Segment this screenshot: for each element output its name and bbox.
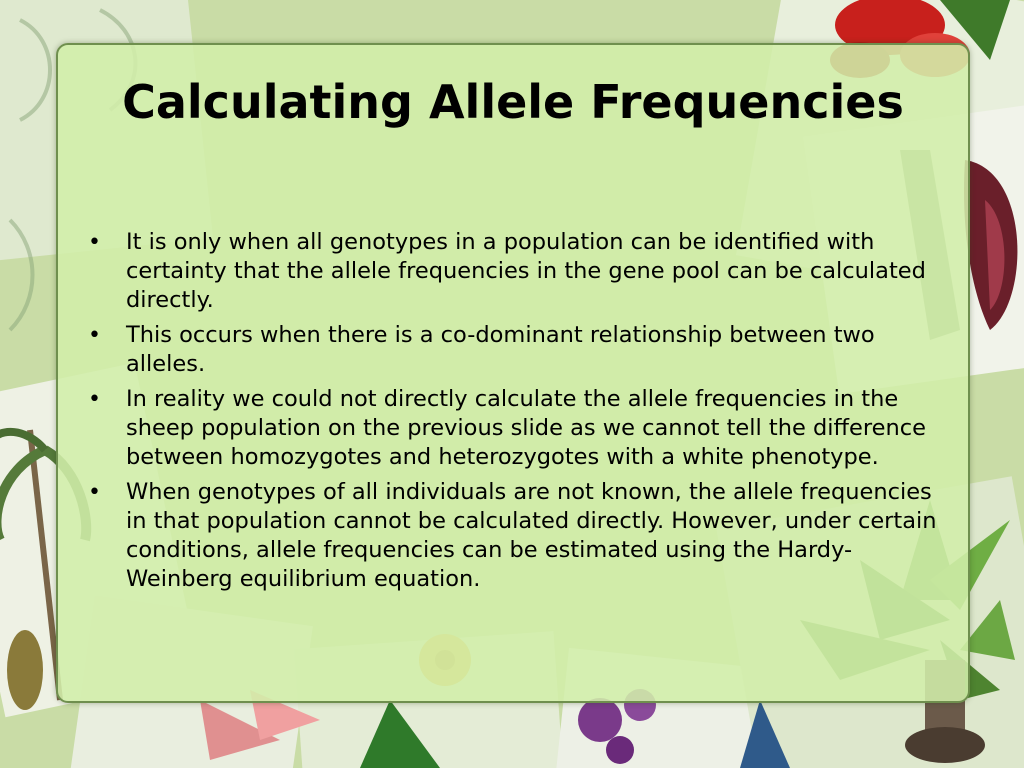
bullet-text: When genotypes of all individuals are not known, the allele frequencies in that population cannot be calculated directly. However, under certain conditions, allele frequencies can be estimated using the Hardy-Weinberg equilibrium equation. <box>126 479 937 592</box>
bullet-item <box>88 321 938 379</box>
bullet-dot: • <box>88 387 101 412</box>
slide-title: Calculating Allele Frequencies <box>122 75 904 129</box>
bullet-item <box>88 385 938 472</box>
bullet-list <box>88 228 938 600</box>
bullet-text: In reality we could not directly calculate the allele frequencies in the sheep population on the previous slide as we cannot tell the difference between homozygotes and heterozygotes with a white phenotype. <box>126 386 926 470</box>
bullet-item <box>88 478 938 594</box>
bullet-dot: • <box>88 230 101 255</box>
bullet-item <box>88 228 938 315</box>
bullet-text: It is only when all genotypes in a population can be identified with certainty that the allele frequencies in the gene pool can be calculated directly. <box>126 229 926 313</box>
bullet-dot: • <box>88 480 101 505</box>
bullet-dot: • <box>88 323 101 348</box>
bullet-text: This occurs when there is a co-dominant relationship between two alleles. <box>126 322 875 377</box>
